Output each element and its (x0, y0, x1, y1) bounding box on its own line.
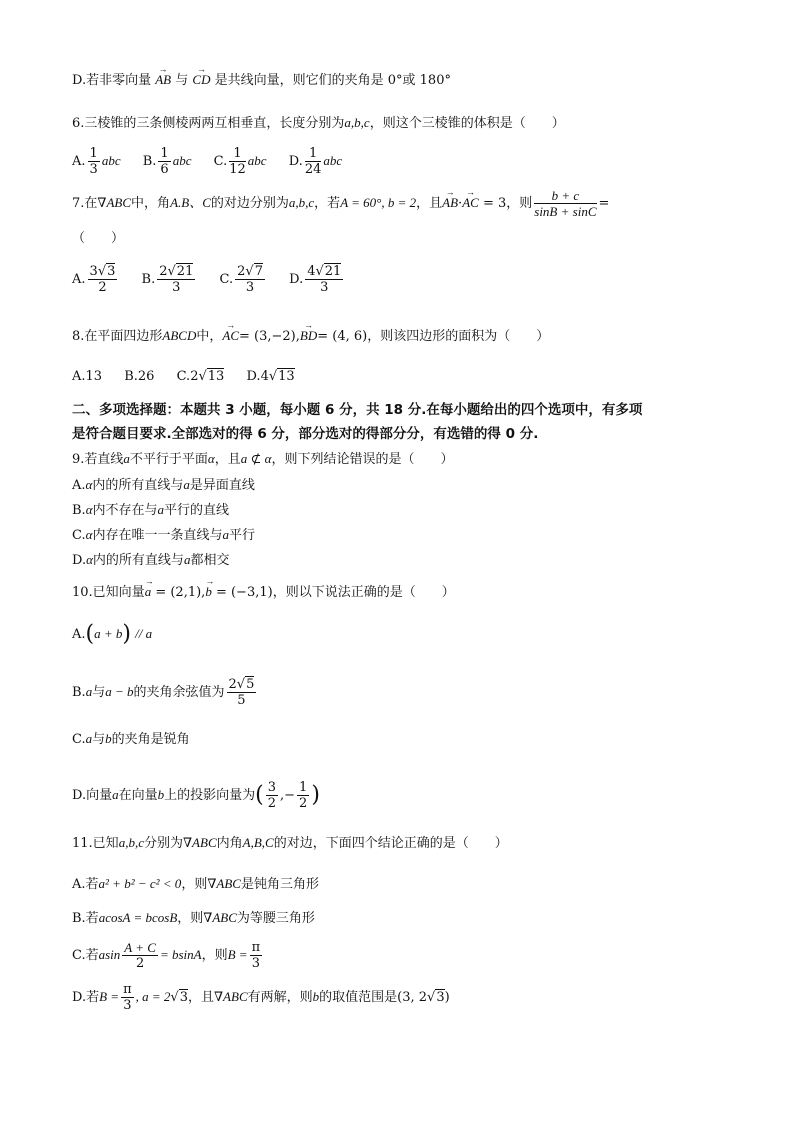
q7-option-c[interactable] (219, 264, 266, 295)
q8-option-b[interactable]: B.26 (124, 369, 155, 384)
q7-d-den: 3 (320, 280, 329, 295)
q6-a-label: A. (72, 154, 86, 169)
q10-stem-text: 10.已知向量 (72, 585, 145, 600)
q11-c-label: C.若 (72, 948, 99, 963)
q7-angles: A.B、C (170, 195, 211, 210)
q9-a-p1: α (85, 477, 93, 492)
q11-option-d[interactable]: D.若B = $\frac{\pi}{3}$ , a = 2√3，且∇ABC有两解，则b的取值范围是(3, 2√3) (72, 982, 450, 1013)
q6-d-frac (305, 146, 322, 177)
q7-option-d[interactable] (289, 264, 345, 295)
q6-options (72, 146, 360, 177)
q7-c-coef: 2 (237, 264, 246, 279)
q10-b-label: B. (72, 685, 86, 700)
q7-p1: 7.在 (72, 196, 98, 211)
q7-a-label: A. (72, 272, 86, 287)
q9-c-p4: 平行 (228, 528, 255, 543)
q10-a-expr: a + b (94, 626, 123, 641)
q7-b-rad: 21 (176, 264, 194, 279)
q6-option-a[interactable] (72, 146, 121, 177)
q9-stem (72, 449, 454, 470)
q10-option-c[interactable] (72, 729, 190, 750)
q9-c-p3: a (222, 527, 229, 542)
q10-d-d1: 2 (267, 796, 277, 811)
q6-b-den: 6 (160, 162, 169, 177)
q11-a-tri: ∇ABC (207, 876, 241, 891)
q11-sides: a,b,c (118, 835, 144, 850)
q8-p2: 中， (196, 329, 223, 344)
q10-d-sep: ,− (280, 788, 296, 803)
q11-tri: ∇ABC (182, 835, 217, 850)
vector-ab-q7: → AB (442, 193, 458, 213)
q11-p3: 内角 (216, 836, 243, 851)
q11-d-range-close: ) (444, 990, 450, 1005)
q10-stem2: ，则以下说法正确的是（ ） (272, 585, 455, 600)
q10-option-a[interactable]: A.(a + b) // a (72, 621, 153, 647)
q6-b-frac (158, 146, 170, 177)
q8-c-coef: 2 (190, 369, 199, 384)
q7-p6: ，则 (506, 196, 533, 211)
q10-d-n2: 1 (299, 780, 308, 795)
q6-d-num: 1 (305, 146, 322, 162)
q7-b-coef: 2 (159, 264, 168, 279)
q6-option-b[interactable] (143, 146, 192, 177)
q10-b-frac: $\frac{2√5}{5}$ (228, 677, 255, 708)
q9-option-a[interactable] (72, 475, 255, 496)
q9-stem2: 不平行于平面 (129, 452, 208, 467)
q7-b-frac: $\frac{2√21}{3}$ (159, 264, 194, 295)
vector-ac-q7: → AC (462, 193, 479, 213)
q10-c-p2: 与 (92, 732, 106, 747)
q8-v1val: = (3,−2), (239, 329, 300, 344)
q10-d-n1: 3 (267, 780, 277, 795)
q10-option-d[interactable]: D.向量a在向量b上的投影向量为( $\frac{3}{2}$ ,− $\frac{1}{2}$ ) (72, 780, 320, 811)
q11-angles: A,B,C (242, 835, 274, 850)
q8-option-d[interactable]: D.4√13 (246, 369, 295, 384)
q6-c-den: 12 (229, 162, 246, 177)
q7-c-label: C. (219, 272, 234, 287)
q10-d-d2: 2 (299, 796, 308, 811)
q11-c-num: A + C (124, 940, 156, 955)
q8-d-coef: 4 (260, 369, 269, 384)
q6-d-label: D. (288, 154, 303, 169)
q10-c-p4: 的夹角是锐角 (111, 732, 190, 747)
q11-c-den: 2 (135, 956, 145, 971)
q7-paren (72, 229, 124, 249)
q5d-tail: 是共线向量，则它们的夹角是 0°或 180° (214, 73, 451, 88)
q11-a-expr: a² + b² − c² < 0 (98, 876, 182, 891)
q8-stem (72, 326, 549, 347)
q11-p4: 的对边，下面四个结论正确的是（ ） (273, 836, 508, 851)
q7-a-den: 2 (98, 280, 107, 295)
q6-a-num: 1 (89, 146, 98, 161)
q6-a-frac (88, 146, 100, 177)
q11-option-c[interactable] (72, 940, 264, 971)
q7-eq: = (598, 196, 610, 211)
q9-stem4: ，则下列结论错误的是（ ） (271, 452, 454, 467)
q9-c-p2: 内存在唯一一条直线与 (92, 528, 223, 543)
q7-tri: ∇ABC (97, 195, 132, 210)
q9-stem3: ，且 (214, 452, 241, 467)
q10-b-p4: 的夹角余弦值为 (133, 685, 225, 700)
q11-c-frac (122, 940, 158, 971)
q10-c-p1: a (85, 731, 93, 746)
q11-d-den: 3 (123, 998, 132, 1013)
q6-a-den: 3 (89, 162, 98, 177)
q7-c-den: 3 (245, 280, 255, 295)
q6-option-c[interactable] (214, 146, 267, 177)
q11-c-p2: ，则 (201, 948, 228, 963)
q10-b-p2: 与 (92, 685, 106, 700)
q8-option-c[interactable]: C.2√13 (176, 369, 225, 384)
section2-heading-line1: 二、多项选择题：本题共 3 小题，每小题 6 分，共 18 分.在每小题给出的四个选项中，有多项 (72, 402, 643, 418)
q7-options (72, 264, 363, 295)
q11-option-a[interactable] (72, 874, 319, 895)
q7-dot-rhs: = 3 (482, 196, 507, 211)
q7-d-label: D. (289, 272, 304, 287)
q9-b-p1: α (85, 502, 93, 517)
vector-b: → b (205, 582, 212, 602)
q9-a-p4: 是异面直线 (189, 478, 255, 493)
vector-bd-q8: → BD (300, 326, 317, 346)
q6-d-den: 24 (304, 162, 322, 177)
q11-c-post: = bsinA (159, 947, 202, 962)
q10-c-p3: b (105, 731, 112, 746)
vector-ac-q8: → AC (222, 326, 239, 346)
q7-a-frac: $\frac{3√3}{2}$ (89, 264, 116, 295)
q6-c-tail: abc (247, 153, 267, 168)
q6-stem-end: ，则这个三棱锥的体积是（ ） (369, 116, 565, 131)
q9-d-p2: 内的所有直线与 (92, 553, 184, 568)
q9-d-p1: α (86, 552, 93, 567)
q6-b-tail: abc (172, 153, 192, 168)
q9-a: a (123, 451, 130, 466)
q5d-mid: 与 (175, 73, 189, 88)
q8-c-label: C. (176, 369, 191, 384)
q11-d-range-open: (3, 2 (397, 990, 428, 1005)
q9-cond: a ⊄ α (240, 451, 272, 466)
q11-b-p3: 为等腰三角形 (236, 911, 315, 926)
q11-d-p3: 有两解，则 (247, 990, 313, 1005)
q7-option-b[interactable] (142, 264, 198, 295)
q10-option-b[interactable] (72, 677, 258, 708)
q11-d-p4: 的取值范围是 (319, 990, 398, 1005)
q11-c-rnum: π (251, 940, 261, 955)
q8-p1: 8.在平面四边形 (72, 329, 163, 344)
q6-a-tail: abc (101, 153, 121, 168)
q10-aval: = (2,1), (155, 585, 206, 600)
q7-stem: 7.在∇ABC中，角A.B、C的对边分别为a,b,c，若A = 60°, b = 2，且→ AB·→ AC = 3，则 $\frac{b + c}{\sin B + \sin C}$ = (72, 188, 609, 219)
q10-b-coef: 2 (228, 677, 237, 692)
q9-b-p2: 内不存在与 (92, 503, 158, 518)
q11-a-label: A.若 (72, 877, 99, 892)
q10-d-frac1 (266, 780, 278, 811)
q7-p5: ，且 (416, 196, 443, 211)
q11-d-pre: B = (99, 989, 120, 1004)
q6-stem (72, 113, 565, 134)
q9-b-label: B. (72, 503, 86, 518)
q7-p4: ，若 (314, 196, 341, 211)
q11-a-p3: 是钝角三角形 (240, 877, 319, 892)
q7-a-rad: 3 (107, 264, 116, 279)
q8-option-a[interactable]: A.13 (72, 369, 103, 384)
vector-a: → a (145, 582, 152, 602)
q11-c-res: B = (227, 947, 248, 962)
q11-stem (72, 833, 508, 854)
q10-d-p4: b (157, 787, 165, 802)
q9-a-p2: 内的所有直线与 (92, 478, 184, 493)
q7-d-rad: 21 (324, 264, 342, 279)
q8-p3: ，则该四边形的面积为（ ） (367, 329, 550, 344)
q9-stem-text: 9.若直线 (72, 452, 124, 467)
q11-p2: 分别为 (143, 836, 183, 851)
q10-d-p3: 在向量 (118, 788, 158, 803)
q10-d-p5: 上的投影向量为 (164, 788, 256, 803)
q11-d-label: D.若 (72, 990, 100, 1005)
q11-option-b[interactable] (72, 908, 315, 929)
q9-d-label: D. (72, 553, 87, 568)
q9-c-p1: α (85, 527, 93, 542)
q7-frac-num: b + c (534, 188, 596, 204)
q11-c-pre: asin (98, 947, 121, 962)
q10-c-label: C. (72, 732, 86, 747)
q7-sides: a,b,c (288, 195, 315, 210)
q7-b-label: B. (141, 272, 156, 287)
q9-c-label: C. (72, 528, 86, 543)
vector-ab: → AB (155, 70, 171, 90)
q7-c-rad: 7 (254, 264, 263, 279)
q7-option-a[interactable] (72, 264, 119, 295)
q6-vars: a,b,c (344, 115, 370, 130)
q10-a-tail: // a (135, 626, 153, 641)
q5d-lead: D.若非零向量 (72, 73, 152, 88)
q11-b-expr: acosA = bcosB (98, 910, 178, 925)
q11-d-num: π (123, 982, 132, 997)
q6-c-num: 1 (229, 146, 246, 162)
q11-c-frac2 (250, 940, 263, 971)
q6-b-num: 1 (160, 146, 169, 161)
q6-d-tail: abc (323, 153, 343, 168)
q11-d-b: b (312, 989, 320, 1004)
q10-d-p1: 向量 (86, 788, 113, 803)
q9-option-d[interactable] (72, 550, 229, 571)
q6-b-label: B. (142, 154, 157, 169)
q10-bval: = (−3,1) (215, 585, 273, 600)
q9-b-p3: a (157, 502, 165, 517)
q7-paren-text: （ ） (72, 231, 125, 246)
q9-option-b[interactable] (72, 500, 229, 521)
q9-a-label: A. (72, 478, 86, 493)
q7-b-den: 3 (172, 280, 181, 295)
q9-d-p3: a (183, 552, 191, 567)
q8-quad: ABCD (162, 328, 197, 343)
q11-b-tri: ∇ABC (203, 910, 237, 925)
q8-options (72, 367, 313, 387)
q11-b-p2: ，则 (177, 911, 204, 926)
q10-b-den: 5 (237, 693, 246, 708)
q11-d-frac (121, 982, 134, 1013)
q7-frac (534, 188, 596, 219)
q7-p2: 中，角 (131, 196, 171, 211)
q6-c-frac (229, 146, 246, 177)
q10-a-label: A. (72, 627, 86, 642)
q10-d-p2: a (112, 787, 119, 802)
q9-b-p4: 平行的直线 (164, 503, 230, 518)
q11-d-tri: ∇ABC (213, 989, 248, 1004)
q7-d-frac: $\frac{4√21}{3}$ (307, 264, 342, 295)
q9-a-p3: a (183, 477, 190, 492)
q9-alpha: α (207, 451, 215, 466)
q5-option-d (72, 70, 451, 91)
q8-d-label: D. (246, 369, 261, 384)
q7-cond: A = 60°, b = 2 (340, 195, 417, 210)
q8-v2val: = (4, 6) (317, 329, 368, 344)
q10-stem (72, 582, 455, 603)
q7-frac-den: sinB + sinC (534, 204, 597, 219)
q11-a-p2: ，则 (181, 877, 208, 892)
q11-b-label: B.若 (72, 911, 99, 926)
q9-d-p4: 都相交 (190, 553, 230, 568)
q10-b-p1: a (85, 684, 93, 699)
q11-c-rden: 3 (251, 956, 260, 971)
q8-c-rad: 13 (207, 369, 225, 384)
q6-stem-text: 6.三棱锥的三条侧棱两两互相垂直，长度分别为 (72, 116, 345, 131)
q11-p1: 11.已知 (72, 836, 119, 851)
vector-cd: → CD (192, 70, 210, 90)
q10-d-frac2 (297, 780, 309, 811)
q7-d-coef: 4 (307, 264, 316, 279)
q11-d-rad: 3 (179, 990, 188, 1005)
q8-d-rad: 13 (278, 369, 295, 384)
q10-b-rad: 5 (246, 677, 255, 692)
q10-d-label: D. (72, 788, 87, 803)
q11-d-p2: ，且 (187, 990, 214, 1005)
q9-option-c[interactable] (72, 525, 255, 546)
q7-a-coef: 3 (89, 264, 98, 279)
q6-option-d[interactable] (289, 146, 342, 177)
q7-p3: 的对边分别为 (210, 196, 289, 211)
q11-d-range-rad: 3 (436, 990, 445, 1005)
q7-c-frac: $\frac{2√7}{3}$ (237, 264, 263, 295)
q6-c-label: C. (213, 154, 228, 169)
q11-d-post: , a = 2 (135, 989, 171, 1004)
q10-b-p3: a − b (105, 684, 134, 699)
section2-heading-line2: 是符合题目要求.全部选对的得 6 分，部分选对的得部分分，有选错的得 0 分. (72, 426, 539, 442)
